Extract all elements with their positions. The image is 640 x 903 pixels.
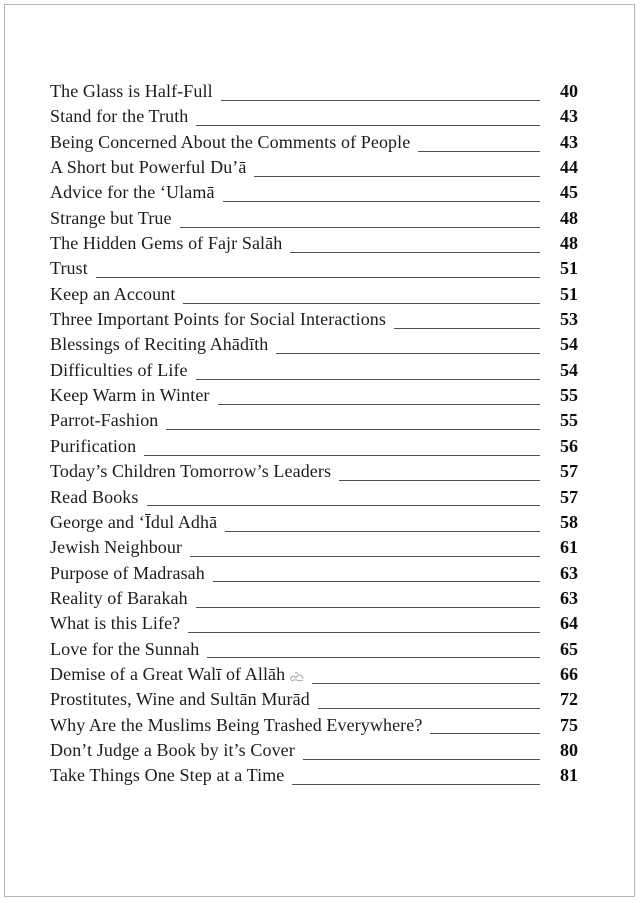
entry-title: George and ‘Īdul Adhā <box>50 511 218 532</box>
entry-page-number: 56 <box>560 435 578 456</box>
leader-line <box>290 252 540 253</box>
leader-line <box>96 277 540 278</box>
toc-entry <box>50 282 578 307</box>
toc-entry <box>50 104 578 129</box>
leader-line <box>196 607 540 608</box>
entry-page-number: 64 <box>560 613 578 634</box>
entry-title: Today’s Children Tomorrow’s Leaders <box>50 461 332 482</box>
leader-line <box>218 404 540 405</box>
toc-entry <box>50 231 578 256</box>
entry-title: Love for the Sunnah <box>50 638 200 659</box>
toc-entry <box>50 459 578 484</box>
leader-line <box>430 733 540 734</box>
entry-title: What is this Life? <box>50 613 181 634</box>
entry-title: Strange but True <box>50 207 172 228</box>
toc-entry <box>50 535 578 560</box>
leader-line <box>225 531 540 532</box>
entry-page-number: 63 <box>560 587 578 608</box>
entry-title: Keep an Account <box>50 283 176 304</box>
entry-title: Take Things One Step at a Time <box>50 765 285 786</box>
entry-page-number: 51 <box>560 258 578 279</box>
leader-line <box>312 683 540 684</box>
entry-page-number: 54 <box>560 334 578 355</box>
entry-page-number: 53 <box>560 309 578 330</box>
toc-list <box>50 79 578 789</box>
leader-line <box>221 100 540 101</box>
entry-title: Blessings of Reciting Ahādīth <box>50 334 269 355</box>
entry-page-number: 48 <box>560 207 578 228</box>
leader-line <box>254 176 540 177</box>
toc-entry <box>50 662 578 687</box>
toc-entry <box>50 180 578 205</box>
entry-page-number: 43 <box>560 131 578 152</box>
toc-page <box>4 4 635 897</box>
leader-line <box>196 379 540 380</box>
toc-entry <box>50 713 578 738</box>
leader-line <box>339 480 540 481</box>
entry-title: Difficulties of Life <box>50 359 188 380</box>
entry-title: A Short but Powerful Du’ā <box>50 157 247 178</box>
toc-entry <box>50 738 578 763</box>
entry-title: Why Are the Muslims Being Trashed Everywhere? <box>50 714 423 735</box>
toc-entry <box>50 130 578 155</box>
entry-title: Jewish Neighbour <box>50 537 183 558</box>
entry-page-number: 55 <box>560 385 578 406</box>
entry-page-number: 44 <box>560 157 578 178</box>
entry-title: Purification <box>50 435 137 456</box>
leader-line <box>303 759 540 760</box>
entry-title: Parrot-Fashion <box>50 410 159 431</box>
entry-title: The Hidden Gems of Fajr Salāh <box>50 233 283 254</box>
leader-line <box>292 784 540 785</box>
leader-line <box>213 581 540 582</box>
entry-page-number: 57 <box>560 486 578 507</box>
leader-line <box>394 328 540 329</box>
toc-entry <box>50 763 578 788</box>
toc-entry <box>50 485 578 510</box>
entry-title: Prostitutes, Wine and Sultān Murād <box>50 689 310 710</box>
entry-title: Don’t Judge a Book by it’s Cover <box>50 739 295 760</box>
entry-page-number: 66 <box>560 663 578 684</box>
leader-line <box>183 303 540 304</box>
entry-page-number: 61 <box>560 537 578 558</box>
toc-entry <box>50 155 578 180</box>
entry-title: Trust <box>50 258 88 279</box>
entry-title: Stand for the Truth <box>50 106 189 127</box>
leader-line <box>180 227 540 228</box>
leader-line <box>190 556 540 557</box>
leader-line <box>196 125 540 126</box>
entry-page-number: 54 <box>560 359 578 380</box>
entry-title: Purpose of Madrasah <box>50 562 205 583</box>
entry-page-number: 72 <box>560 689 578 710</box>
leader-line <box>276 353 540 354</box>
entry-title: Advice for the ‘Ulamā <box>50 182 215 203</box>
entry-title: The Glass is Half-Full <box>50 81 213 101</box>
entry-page-number: 45 <box>560 182 578 203</box>
toc-entry <box>50 332 578 357</box>
entry-page-number: 65 <box>560 638 578 659</box>
toc-entry <box>50 637 578 662</box>
toc-entry <box>50 561 578 586</box>
entry-title: Reality of Barakah <box>50 587 188 608</box>
toc-entry <box>50 79 578 104</box>
honorific-jalla-jalaluhu-icon <box>289 671 304 682</box>
toc-entry <box>50 586 578 611</box>
entry-page-number: 51 <box>560 283 578 304</box>
entry-page-number: 43 <box>560 106 578 127</box>
entry-title: Three Important Points for Social Interactions <box>50 309 387 330</box>
entry-page-number: 63 <box>560 562 578 583</box>
toc-entry <box>50 383 578 408</box>
toc-entry <box>50 358 578 383</box>
entry-page-number: 40 <box>560 81 578 101</box>
entry-title: Keep Warm in Winter <box>50 385 210 406</box>
toc-entry <box>50 256 578 281</box>
leader-line <box>207 657 540 658</box>
leader-line <box>147 505 541 506</box>
entry-page-number: 55 <box>560 410 578 431</box>
leader-line <box>188 632 540 633</box>
entry-page-number: 75 <box>560 714 578 735</box>
entry-page-number: 48 <box>560 233 578 254</box>
toc-entry <box>50 687 578 712</box>
entry-title: Read Books <box>50 486 139 507</box>
toc-entry <box>50 408 578 433</box>
entry-page-number: 58 <box>560 511 578 532</box>
toc-entry <box>50 206 578 231</box>
entry-title: Demise of a Great Walī of Allāh <box>50 663 286 684</box>
entry-page-number: 81 <box>560 765 578 786</box>
entry-title: Being Concerned About the Comments of People <box>50 131 411 152</box>
entry-page-number: 57 <box>560 461 578 482</box>
entry-page-number: 80 <box>560 739 578 760</box>
leader-line <box>418 151 540 152</box>
leader-line <box>166 429 540 430</box>
toc-entry <box>50 307 578 332</box>
leader-line <box>318 708 540 709</box>
toc-entry <box>50 611 578 636</box>
toc-entry <box>50 434 578 459</box>
leader-line <box>144 455 540 456</box>
leader-line <box>223 201 540 202</box>
toc-entry <box>50 510 578 535</box>
